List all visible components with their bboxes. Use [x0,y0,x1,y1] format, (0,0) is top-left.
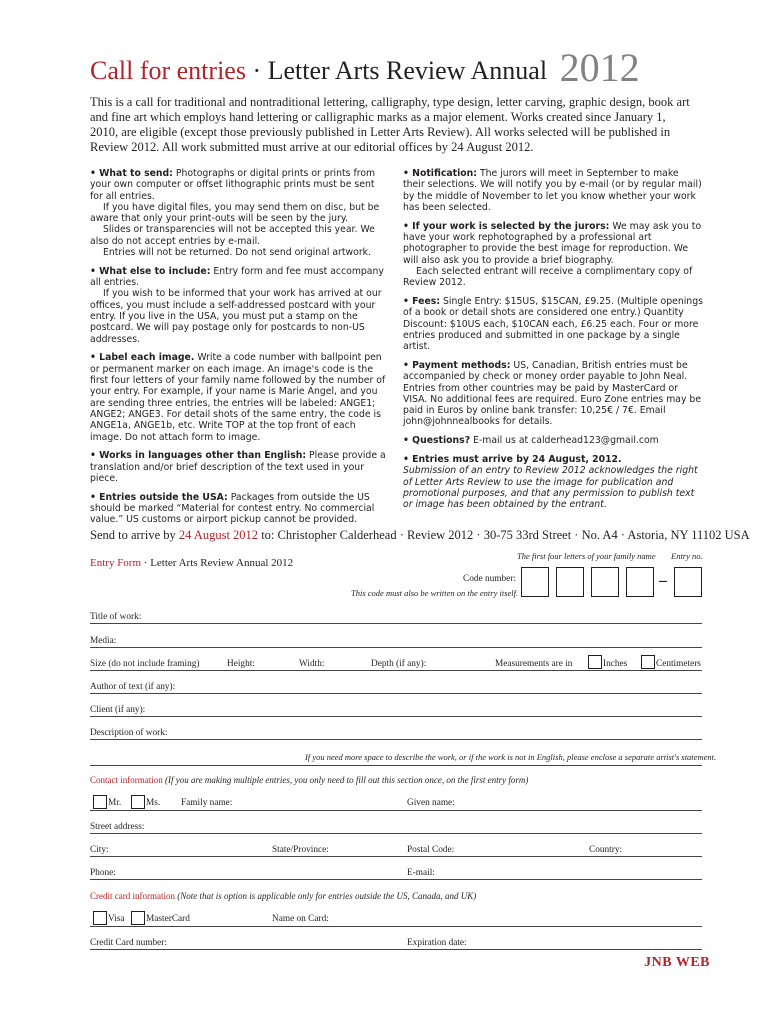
title-separator: · [245,56,268,85]
media-field[interactable] [90,647,702,648]
visa-checkbox[interactable] [93,911,107,925]
phone-field[interactable] [90,879,702,880]
languages-heading: • Works in languages other than English: [90,450,307,462]
send-post: to: Christopher Calderhead · Review 2012 · 30-75 33rd Street · No. A4 · Astoria, NY 11102 USA [258,528,750,542]
email-label: E-mail: [407,868,435,878]
what-else-heading: • What else to include: [90,265,211,277]
languages-text: Please provide a translation and/or brief description of the text used in your piece. [90,450,386,484]
inches-checkbox[interactable] [588,655,602,669]
notification-heading: • Notification: [403,168,478,179]
notification-text: The jurors will meet in September to make their selections. We will notify you by e-mail (or by regular mail) by the middle of November to let you know whether your work has been selected. [403,168,702,213]
given-name-label: Given name: [407,798,455,808]
expiration-label: Expiration date: [407,938,467,948]
send-address [90,528,750,543]
left-column [90,168,390,533]
city-field[interactable] [90,856,702,857]
selected-text: We may ask you to have your work rephotographed by a professional art photographer to provide the best image for reproduction. We will also ask you to provide a brief biography. [403,220,702,266]
card-name-field[interactable] [90,926,702,927]
card-number-field[interactable] [90,949,702,950]
page-title [90,45,640,90]
name-on-card-label: Name on Card: [272,914,329,924]
what-else-p2: If you wish to be informed that your work has arrived at our offices, you must include a self-addressed postcard with your entry. If you live in the USA, you must put a stamp on the postcard. We will pay postage only for postcards to non-US addresses. [90,288,382,345]
outside-usa-heading: • Entries outside the USA: [90,491,228,503]
author-label: Author of text (if any): [90,682,176,692]
what-else [90,266,390,345]
entry-no-hint: Entry no. [671,551,703,561]
entry-form-title [90,557,293,569]
title-year: 2012 [559,45,640,90]
payment [403,360,703,428]
code-letter-box-2[interactable] [556,567,584,597]
what-to-send-p2: If you have digital files, you may send them on disc, but be aware that only your print-outs will be seen by the jury. [90,201,380,225]
contact-info-label: Contact information [90,775,163,785]
description-field[interactable] [90,739,702,740]
intro-paragraph: This is a call for traditional and nontraditional lettering, calligraphy, type design, letter carving, graphic design, book art and fine art which employs hand lettering or calligraphic marks as a major element. Works created since January 1, 2010, are eligible (except those previously published in Letter Arts Review). All works selected will be published in Review 2012. All work submitted must arrive at our editorial offices by 24 August 2012. [90,95,690,154]
questions-heading: • Questions? [403,435,471,447]
languages [90,450,390,484]
entry-form-label: Entry Form [90,557,142,569]
title-of-work-label: Title of work: [90,612,142,622]
state-label: State/Province: [272,845,329,855]
send-pre: Send to arrive by [90,528,179,542]
centimeters-label: Centimeters [656,659,701,669]
call-for-entries: Call for entries [90,56,246,85]
selected-heading: • If your work is selected by the jurors: [403,220,610,232]
depth-label: Depth (if any): [371,659,427,669]
what-to-send-heading: • What to send: [90,168,173,179]
deadline [403,454,703,510]
payment-heading: • Payment methods: [403,359,511,371]
code-dash: – [659,572,667,589]
outside-usa-text: Packages from outside the US should be marked “Material for contest entry. No commercial value.” US customs or airport pickup cannot be provided. [90,491,375,526]
street-field[interactable] [90,833,702,834]
mastercard-label: MasterCard [146,914,190,924]
ms-checkbox[interactable] [131,795,145,809]
space-note: If you need more space to describe the work, or if the work is not in English, please enclose a separate artist's statement. [305,752,717,762]
family-hint: The first four letters of your family name [517,551,656,561]
description-field-2[interactable] [90,765,702,766]
what-to-send [90,168,390,258]
ms-label: Ms. [146,798,161,808]
code-letter-box-4[interactable] [626,567,654,597]
what-else-text: Entry form and fee must accompany all entries. [90,265,384,289]
phone-label: Phone: [90,868,116,878]
jnb-web-logo: JNB WEB [644,955,710,970]
selected [403,221,703,289]
credit-card-heading [90,891,476,901]
questions-text: E-mail us at calderhead123@gmail.com [470,435,659,447]
entry-number-box[interactable] [674,567,702,597]
city-label: City: [90,845,109,855]
contact-info-note: (If you are making multiple entries, you only need to fill out this section once, on the first entry form) [162,775,529,785]
deadline-text: Submission of an entry to Review 2012 acknowledges the right of Letter Arts Review to use the image for publication and promotional purposes, and that any permission to publish text or image has been obtained by the entrant. [403,465,698,511]
label-each-text: Write a code number with ballpoint pen or permanent marker on each image. An image's code is the first four letters of your family name followed by the number of your entry. For example, if your name is Marie Angel, and you are sending three entries, the entries will be labeled: ANGE1; ANGE2; ANGE3. For detail shots of the same entry, the code is ANGE1a, ANGE1b, etc. Write TOP at the top front of each image. Do not attach form to image. [90,352,386,443]
entry-form-sub: · Letter Arts Review Annual 2012 [141,557,294,569]
mr-label: Mr. [108,798,122,808]
notification [403,168,703,213]
measurements-label: Measurements are in [495,659,573,669]
code-number-label: Code number: [463,574,516,584]
description-label: Description of work: [90,728,168,738]
media-label: Media: [90,636,117,646]
deadline-heading: • Entries must arrive by 24 August, 2012. [403,454,622,466]
street-label: Street address: [90,822,145,832]
postal-label: Postal Code: [407,845,455,855]
fees-text: Single Entry: $15US, $15CAN, £9.25. (Multiple openings of a book or detail shots are considered one entry.) Quantity Discount: $10US each, $10CAN each, £6.25 each. Four or more entries produced and submitted in one package by a single artist. [403,295,703,353]
title-text: Letter Arts Review Annual [267,56,548,85]
client-field[interactable] [90,716,702,717]
card-number-label: Credit Card number: [90,938,167,948]
code-letter-box-1[interactable] [521,567,549,597]
width-label: Width: [299,659,325,669]
label-each [90,352,390,442]
payment-text: US, Canadian, British entries must be accompanied by check or money order payable to John Neal. Entries from other countries may be paid by MasterCard or VISA. No additional fees are required. Euro Zone entries may be paid in Euros by online bank transfer: 10,25€ / 7€. Email john@johnnealbooks for details. [403,359,702,428]
mastercard-checkbox[interactable] [131,911,145,925]
name-field[interactable] [90,810,702,811]
label-each-heading: • Label each image. [90,352,195,364]
code-note: This code must also be written on the entry itself. [351,588,519,598]
what-to-send-text: Photographs or digital prints or prints from your own computer or offset lithographic prints must be sent for all entries. [90,168,376,202]
what-to-send-p4: Entries will not be returned. Do not send original artwork. [103,247,371,259]
fees [403,296,703,352]
family-name-label: Family name: [181,798,233,808]
visa-label: Visa [108,914,125,924]
outside-usa [90,492,390,526]
what-to-send-p3: Slides or transparencies will not be accepted this year. We also do not accept entries by e-mail. [90,224,375,247]
code-letter-box-3[interactable] [591,567,619,597]
size-label: Size (do not include framing) [90,659,200,669]
inches-label: Inches [603,659,628,669]
mr-checkbox[interactable] [93,795,107,809]
send-date: 24 August 2012 [178,528,259,542]
title-of-work-field[interactable] [90,623,702,624]
selected-p2: Each selected entrant will receive a complimentary copy of Review 2012. [403,265,693,289]
size-field[interactable] [90,670,702,671]
fees-heading: • Fees: [403,295,441,307]
questions [403,435,703,446]
credit-card-note: (Note that is option is applicable only for entries outside the US, Canada, and UK) [174,891,477,901]
contact-info-heading [90,775,528,785]
centimeters-checkbox[interactable] [641,655,655,669]
right-column [403,168,703,518]
credit-card-label: Credit card information [90,891,175,901]
country-label: Country: [589,845,623,855]
author-field[interactable] [90,693,702,694]
height-label: Height: [227,659,255,669]
client-label: Client (if any): [90,705,146,715]
